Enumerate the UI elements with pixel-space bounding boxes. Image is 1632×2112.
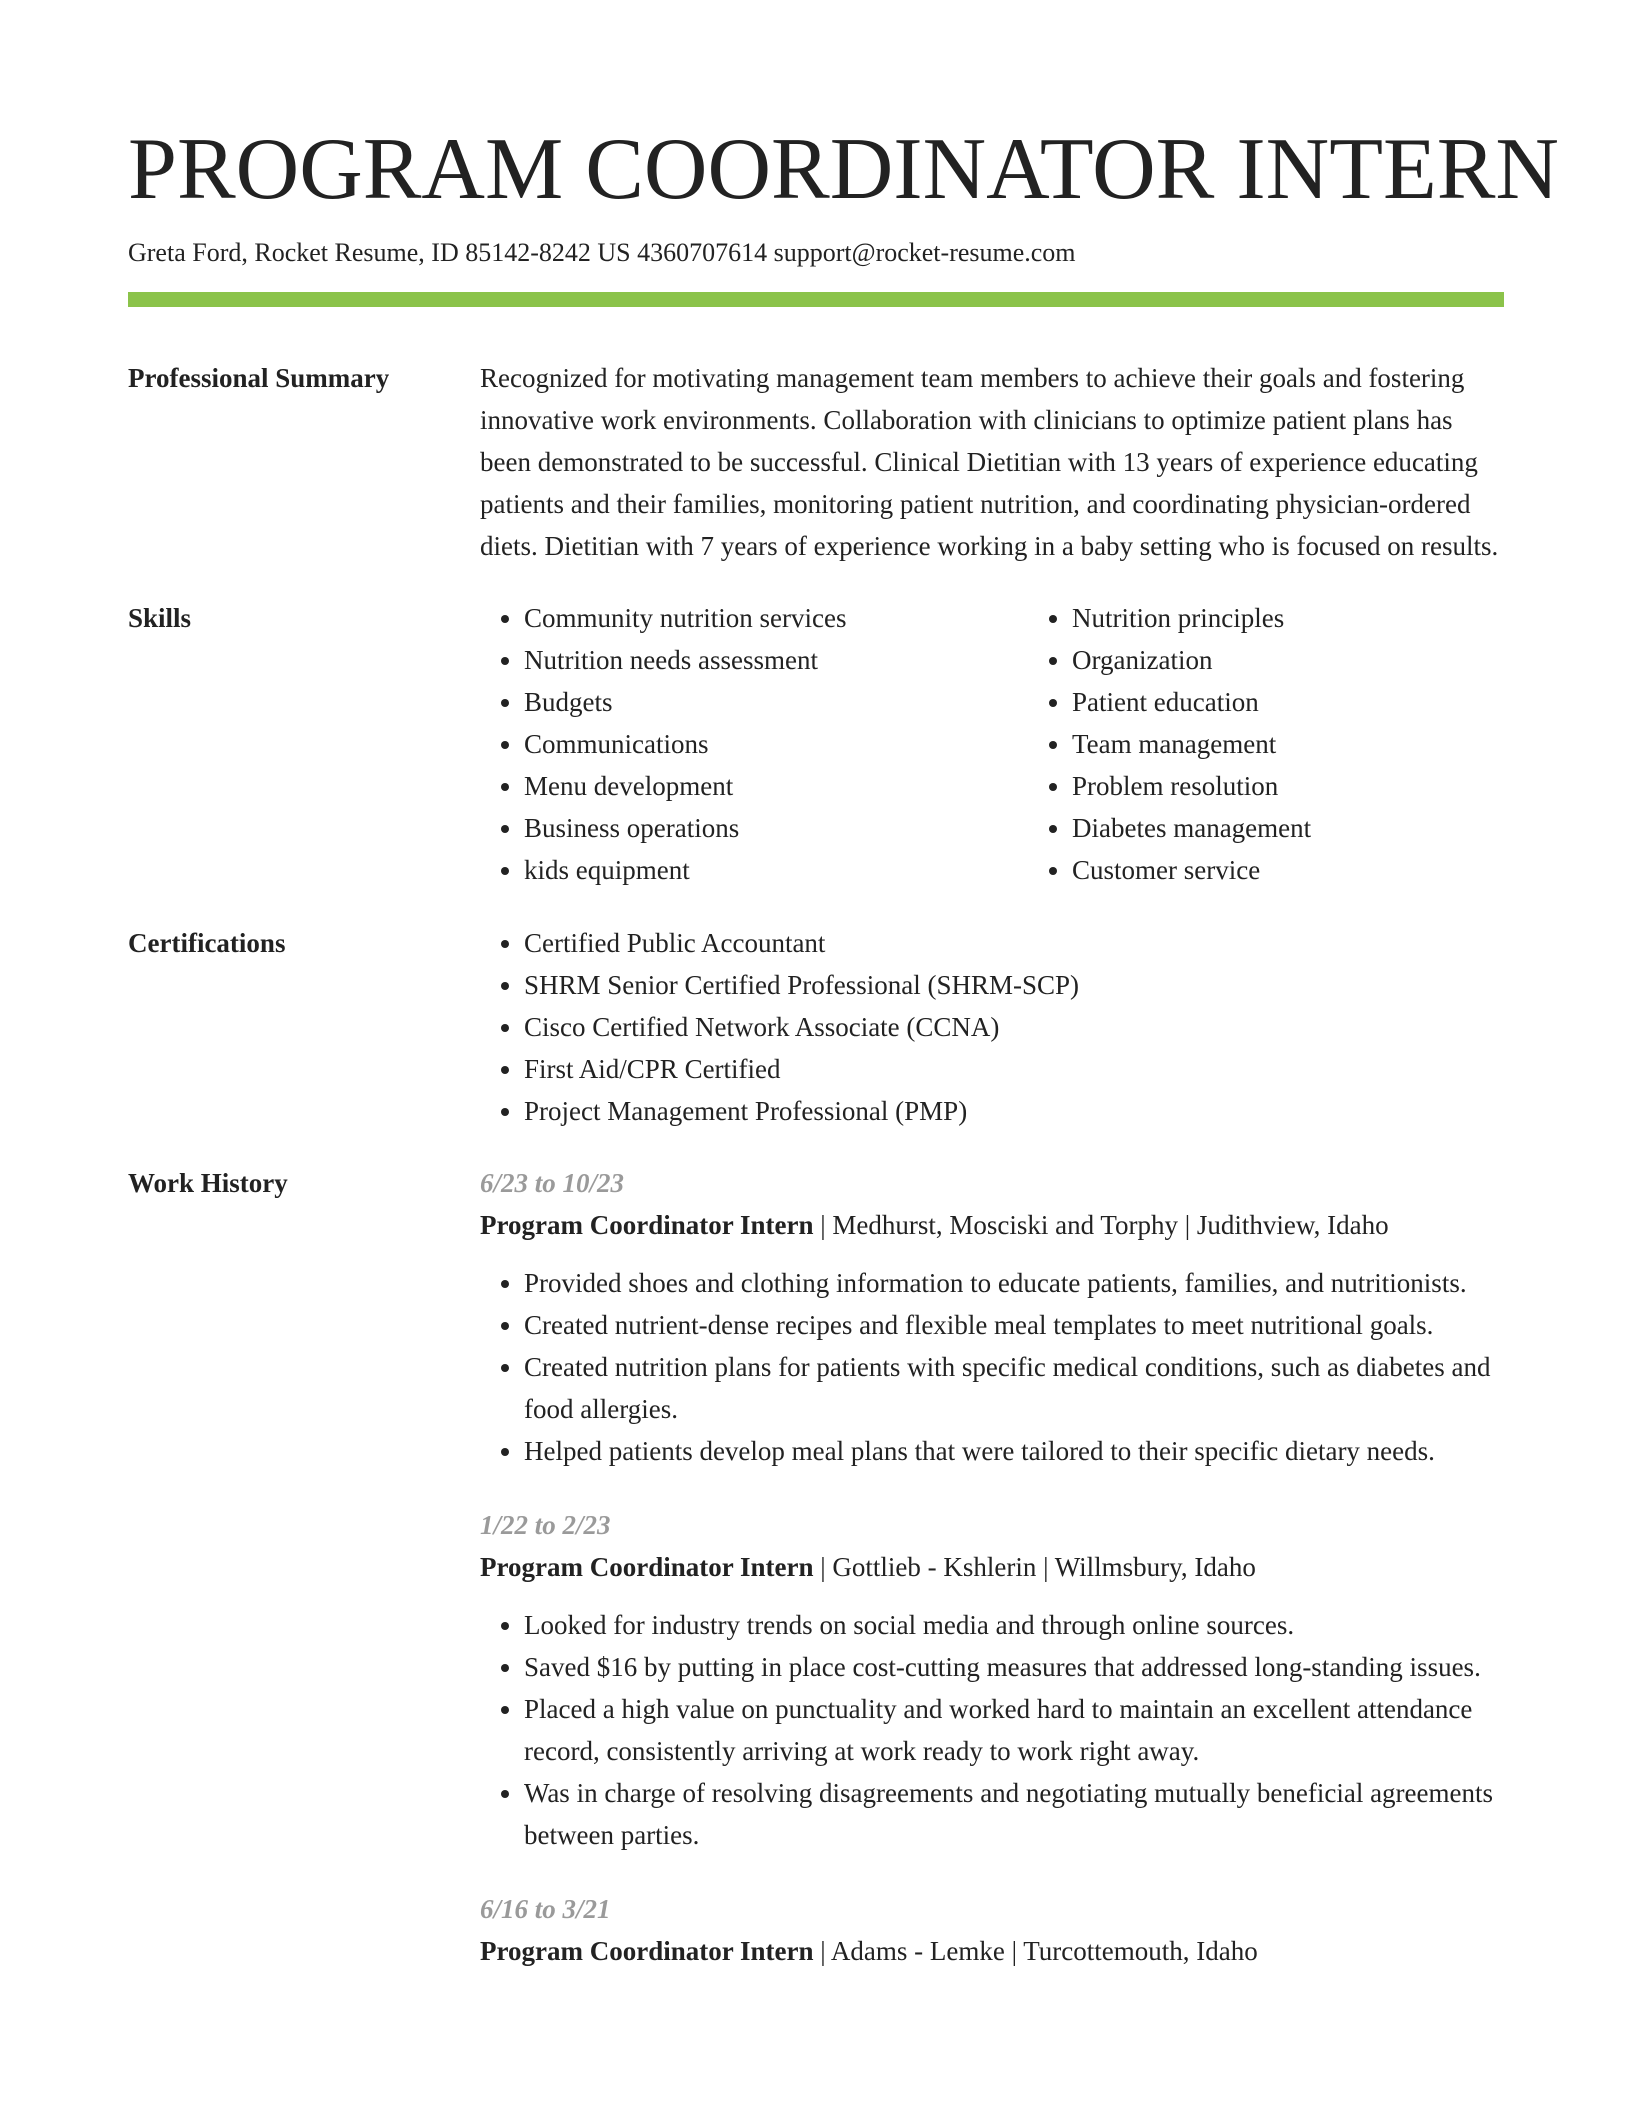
skills-list-right [1028,597,1504,891]
job-title: Program Coordinator Intern [480,1552,814,1582]
work-history-section [128,1162,1504,2004]
skill-item: • Patient education [1072,681,1504,723]
resume-title: PROGRAM COORDINATOR INTERN [128,121,1559,218]
job-company-location: | Adams - Lemke | Turcottemouth, Idaho [813,1936,1258,1966]
job-title-line [480,1930,1504,1972]
job-bullets [480,1262,1504,1472]
skill-item: • Community nutrition services [524,597,1028,639]
skill-item: • Nutrition principles [1072,597,1504,639]
job-company-location: | Gottlieb - Kshlerin | Willmsbury, Idaho [813,1552,1256,1582]
skill-item: • Organization [1072,639,1504,681]
skills-grid [480,597,1504,891]
job-bullet: • Placed a high value on punctuality and worked hard to maintain an excellent attendance record, consistently arriving at work ready to work right away. [524,1688,1504,1772]
skill-item: • Budgets [524,681,1028,723]
skill-item: • Business operations [524,807,1028,849]
job-title-line [480,1204,1504,1246]
contact-city: Rocket Resume, [254,238,425,267]
job-bullet: • Was in charge of resolving disagreements and negotiating mutually beneficial agreements between parties. [524,1772,1504,1856]
job-bullet: • Helped patients develop meal plans that were tailored to their specific dietary needs. [524,1430,1504,1472]
job-bullet: • Provided shoes and clothing information to educate patients, families, and nutritionists. [524,1262,1504,1304]
summary-section [128,357,1504,567]
job-bullet: • Created nutrient-dense recipes and flexible meal templates to meet nutritional goals. [524,1304,1504,1346]
certifications-heading: Certifications [128,928,286,958]
contact-country: US [597,238,631,267]
skill-item: • Team management [1072,723,1504,765]
contact-line [128,236,1504,270]
summary-heading: Professional Summary [128,363,390,393]
skill-item: • Customer service [1072,849,1504,891]
certification-item: • Cisco Certified Network Associate (CCNA) [524,1006,1504,1048]
skill-item: • Problem resolution [1072,765,1504,807]
job-bullets [480,1604,1504,1856]
summary-body [480,357,1504,567]
contact-phone: 4360707614 [637,238,768,267]
certification-item: • SHRM Senior Certified Professional (SHRM-SCP) [524,964,1504,1006]
job-dates: 6/23 to 10/23 [480,1168,625,1198]
contact-email: support@rocket-resume.com [773,238,1076,267]
certifications-body [480,922,1504,1132]
job-bullet: • Looked for industry trends on social media and through online sources. [524,1604,1504,1646]
skill-item: • Nutrition needs assessment [524,639,1028,681]
work-history-heading: Work History [128,1168,288,1198]
certifications-section [128,922,1504,1132]
job-dates: 6/16 to 3/21 [480,1894,611,1924]
certifications-list [480,922,1504,1132]
skills-heading: Skills [128,603,192,633]
skill-item: • Menu development [524,765,1028,807]
contact-region-zip: ID 85142-8242 [431,238,591,267]
skills-list-left [480,597,1028,891]
job-title: Program Coordinator Intern [480,1210,814,1240]
skills-section [128,597,1504,891]
job-title: Program Coordinator Intern [480,1936,814,1966]
contact-name: Greta Ford, [128,238,248,267]
accent-divider [128,292,1504,307]
skill-item: • kids equipment [524,849,1028,891]
job-title-line [480,1546,1504,1588]
job-bullet: • Saved $16 by putting in place cost-cutting measures that addressed long-standing issues. [524,1646,1504,1688]
job-company-location: | Medhurst, Mosciski and Torphy | Judithview, Idaho [813,1210,1389,1240]
certification-item: • Certified Public Accountant [524,922,1504,964]
job-dates: 1/22 to 2/23 [480,1510,611,1540]
skill-item: • Communications [524,723,1028,765]
job-entry [480,1504,1504,1856]
summary-text: Recognized for motivating management team members to achieve their goals and fostering innovative work environments. Collaboration with clinicians to optimize patient plans has been demonstrated to be successful. Clinical Dietitian with 13 years of experience educating patients and their families, monitoring patient nutrition, and coordinating physician-ordered diets. Dietitian with 7 years of experience working in a baby setting who is focused on results. [480,363,1499,561]
certification-item: • Project Management Professional (PMP) [524,1090,1504,1132]
job-entry [480,1888,1504,1972]
job-entry [480,1162,1504,1472]
job-bullet: • Created nutrition plans for patients with specific medical conditions, such as diabetes and food allergies. [524,1346,1504,1430]
work-history-body [480,1162,1504,2004]
skill-item: • Diabetes management [1072,807,1504,849]
certification-item: • First Aid/CPR Certified [524,1048,1504,1090]
